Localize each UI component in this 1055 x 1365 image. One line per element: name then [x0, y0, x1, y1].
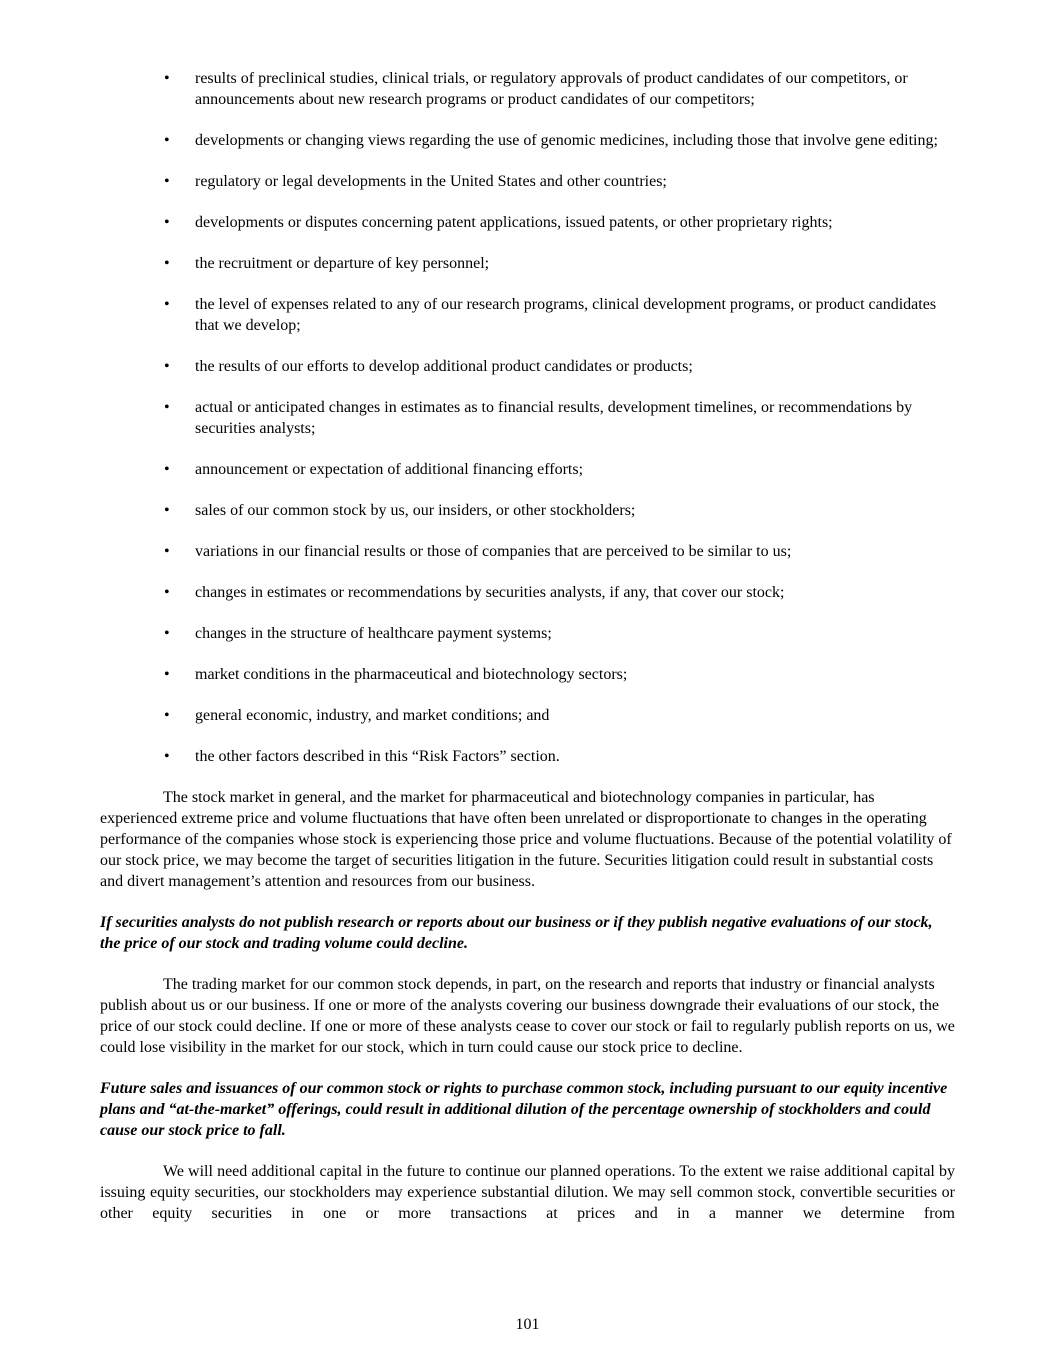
list-item: [100, 68, 955, 110]
list-item: [100, 253, 955, 274]
list-item: [100, 459, 955, 480]
bullet-text: developments or changing views regarding the use of genomic medicines, including those that involve gene editing;: [195, 132, 938, 149]
bullet-text: announcement or expectation of additional financing efforts;: [195, 461, 584, 478]
list-item: [100, 356, 955, 377]
bullet-text: actual or anticipated changes in estimates as to financial results, development timelines, or recommendations by securities analysts;: [195, 399, 913, 437]
bullet-icon: •: [164, 173, 170, 190]
bullet-text: regulatory or legal developments in the United States and other countries;: [195, 173, 667, 190]
bullet-text: changes in the structure of healthcare payment systems;: [195, 625, 552, 642]
bullet-text: market conditions in the pharmaceutical and biotechnology sectors;: [195, 666, 628, 683]
list-item: [100, 582, 955, 603]
bullet-text: general economic, industry, and market conditions; and: [195, 707, 550, 724]
list-item: [100, 705, 955, 726]
page-number: 101: [515, 1316, 540, 1333]
heading-securities-analysts-risk: If securities analysts do not publish research or reports about our business or if they publish negative evaluations of our stock, the price of our stock and trading volume could decline.: [100, 914, 933, 952]
paragraph-stock-market-volatility: The stock market in general, and the market for pharmaceutical and biotechnology companies in particular, has experienced extreme price and volume fluctuations that have often been unrelated or disproportionate to changes in the operating performance of the companies whose stock is experiencing those price and volume fluctuations. Because of the potential volatility of our stock price, we may become the target of securities litigation in the future. Securities litigation could result in substantial costs and divert management’s attention and resources from our business.: [100, 789, 952, 890]
bullet-icon: •: [164, 358, 170, 375]
bullet-text: variations in our financial results or those of companies that are perceived to be similar to us;: [195, 543, 792, 560]
list-item: [100, 500, 955, 521]
bullet-icon: •: [164, 666, 170, 683]
list-item: [100, 130, 955, 151]
bullet-icon: •: [164, 543, 170, 560]
bullet-icon: •: [164, 502, 170, 519]
bullet-icon: •: [164, 707, 170, 724]
bullet-text: the results of our efforts to develop additional product candidates or products;: [195, 358, 693, 375]
bullet-text: the level of expenses related to any of our research programs, clinical development programs, or product candidates that we develop;: [195, 296, 937, 334]
heading-future-sales-dilution-risk: Future sales and issuances of our common stock or rights to purchase common stock, including pursuant to our equity incentive plans and “at-the-market” offerings, could result in additional dilution of the percentage ownership of stockholders and could cause our stock price to fall.: [100, 1080, 948, 1139]
bullet-icon: •: [164, 584, 170, 601]
bullet-icon: •: [164, 399, 170, 416]
list-item: [100, 294, 955, 336]
bullet-icon: •: [164, 214, 170, 231]
bullet-icon: •: [164, 461, 170, 478]
bullet-icon: •: [164, 132, 170, 149]
list-item: [100, 171, 955, 192]
bullet-text: the other factors described in this “Risk Factors” section.: [195, 748, 560, 765]
list-item: [100, 212, 955, 233]
list-item: [100, 397, 955, 439]
bullet-icon: •: [164, 625, 170, 642]
list-item: [100, 623, 955, 644]
bullet-text: results of preclinical studies, clinical trials, or regulatory approvals of product candidates of our competitors, or announcements about new research programs or product candidates of our competitors;: [195, 70, 908, 108]
risk-factors-bullet-list: [100, 68, 955, 767]
bullet-text: sales of our common stock by us, our insiders, or other stockholders;: [195, 502, 636, 519]
bullet-text: the recruitment or departure of key personnel;: [195, 255, 490, 272]
list-item: [100, 664, 955, 685]
bullet-icon: •: [164, 748, 170, 765]
list-item: [100, 746, 955, 767]
bullet-icon: •: [164, 70, 170, 87]
list-item: [100, 541, 955, 562]
bullet-icon: •: [164, 255, 170, 272]
bullet-text: developments or disputes concerning patent applications, issued patents, or other proprietary rights;: [195, 214, 833, 231]
paragraph-trading-market: The trading market for our common stock depends, in part, on the research and reports that industry or financial analysts publish about us or our business. If one or more of the analysts covering our business downgrade their evaluations of our stock, the price of our stock could decline. If one or more of these analysts cease to cover our stock or fail to regularly publish reports on us, we could lose visibility in the market for our stock, which in turn could cause our stock price to decline.: [100, 976, 955, 1056]
paragraph-additional-capital: We will need additional capital in the future to continue our planned operations. To the extent we raise additional capital by issuing equity securities, our stockholders may experience substantial dilution. We may sell common stock, convertible securities or other equity securities in one or more transactions at prices and in a manner we determine from: [100, 1163, 955, 1222]
bullet-text: changes in estimates or recommendations by securities analysts, if any, that cover our stock;: [195, 584, 785, 601]
bullet-icon: •: [164, 296, 170, 313]
